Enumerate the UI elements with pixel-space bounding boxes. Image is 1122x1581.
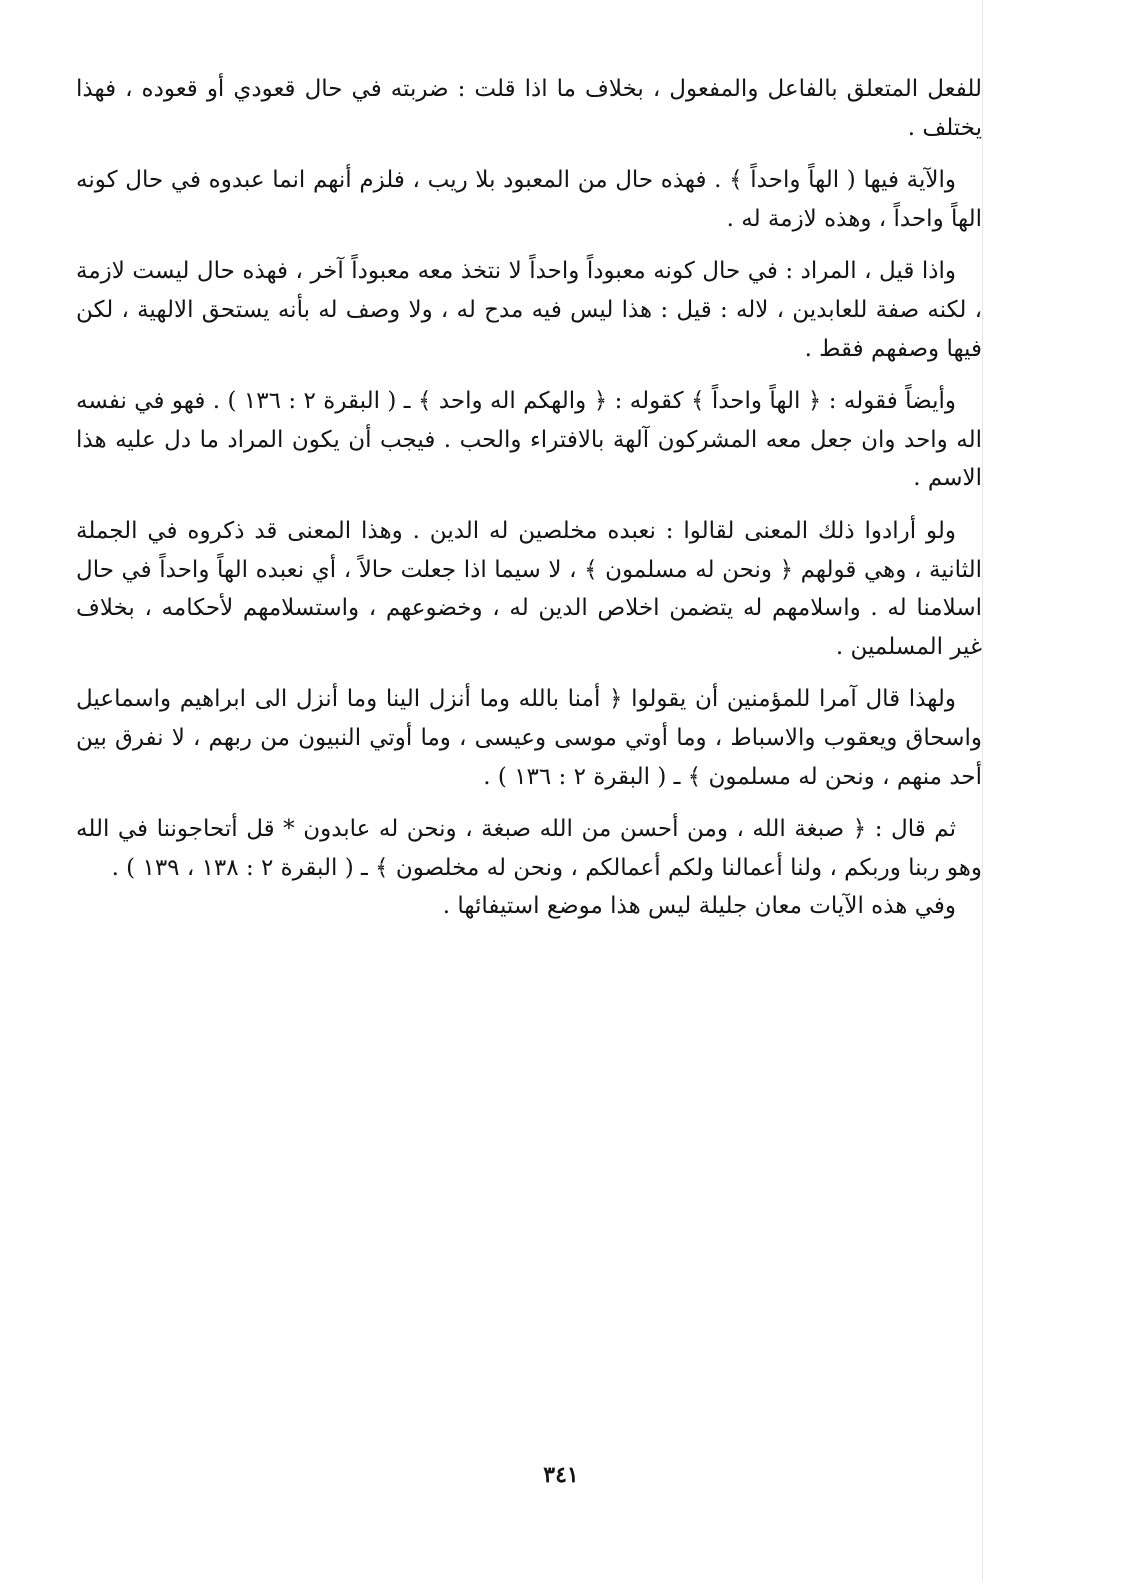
paragraph: والآية فيها ( الهاً واحداً ﴾ . فهذه حال من المعبود بلا ريب ، فلزم أنهم انما عبدوه في حال كونه الهاً واحداً ، وهذه لازمة له . (76, 167, 982, 232)
paragraph: ثم قال : ﴿ صبغة الله ، ومن أحسن من الله صبغة ، ونحن له عابدون * قل أتحاجوننا في الله وهو ربنا وربكم ، ولنا أعمالنا ولكم أعمالكم ، ونحن له مخلصون ﴾ ـ ( البقرة ٢ : ١٣٨ ، ١٣٩ ) . (76, 816, 982, 881)
paragraph: للفعل المتعلق بالفاعل والمفعول ، بخلاف ما اذا قلت : ضربته في حال قعودي أو قعوده ، فهذا يختلف . (76, 76, 982, 141)
paragraph: وفي هذه الآيات معان جليلة ليس هذا موضع استيفائها . (442, 893, 956, 920)
paragraph: ولهذا قال آمرا للمؤمنين أن يقولوا ﴿ أمنا بالله وما أنزل الينا وما أنزل الى ابراهيم واسماعيل واسحاق ويعقوب والاسباط ، وما أوتي موسى وعيسى ، وما أوتي النبيون من ربهم ، لا نفرق بين أحد منهم ، ونحن له مسلمون ﴾ ـ ( البقرة ٢ : ١٣٦ ) . (76, 686, 982, 790)
paragraph: ولو أرادوا ذلك المعنى لقالوا : نعبده مخلصين له الدين . وهذا المعنى قد ذكروه في الجملة الثانية ، وهي قولهم ﴿ ونحن له مسلمون ﴾ ، لا سيما اذا جعلت حالاً ، أي نعبده الهاً واحداً في حال اسلامنا له . واسلامهم له يتضمن اخلاص الدين له ، وخضوعهم ، واستسلامهم لأحكامه ، بخلاف غير المسلمين . (76, 517, 982, 660)
paragraph: واذا قيل ، المراد : في حال كونه معبوداً واحداً لا نتخذ معه معبوداً آخر ، فهذه حال ليست لازمة ، لكنه صفة للعابدين ، لاله : قيل : هذا ليس فيه مدح له ، ولا وصف له بأنه يستحق الالهية ، لكن فيها وصفهم فقط . (76, 258, 982, 362)
paragraph: وأيضاً فقوله : ﴿ الهاً واحداً ﴾ كقوله : ﴿ والهكم اله واحد ﴾ ـ ( البقرة ٢ : ١٣٦ ) . فهو في نفسه اله واحد وان جعل معه المشركون آلهة بالافتراء والحب . فيجب أن يكون المراد ما دل عليه هذا الاسم . (76, 388, 982, 492)
body-text (76, 70, 982, 940)
page-fold-line (982, 0, 983, 1581)
page-number: ٣٤١ (543, 1462, 579, 1488)
